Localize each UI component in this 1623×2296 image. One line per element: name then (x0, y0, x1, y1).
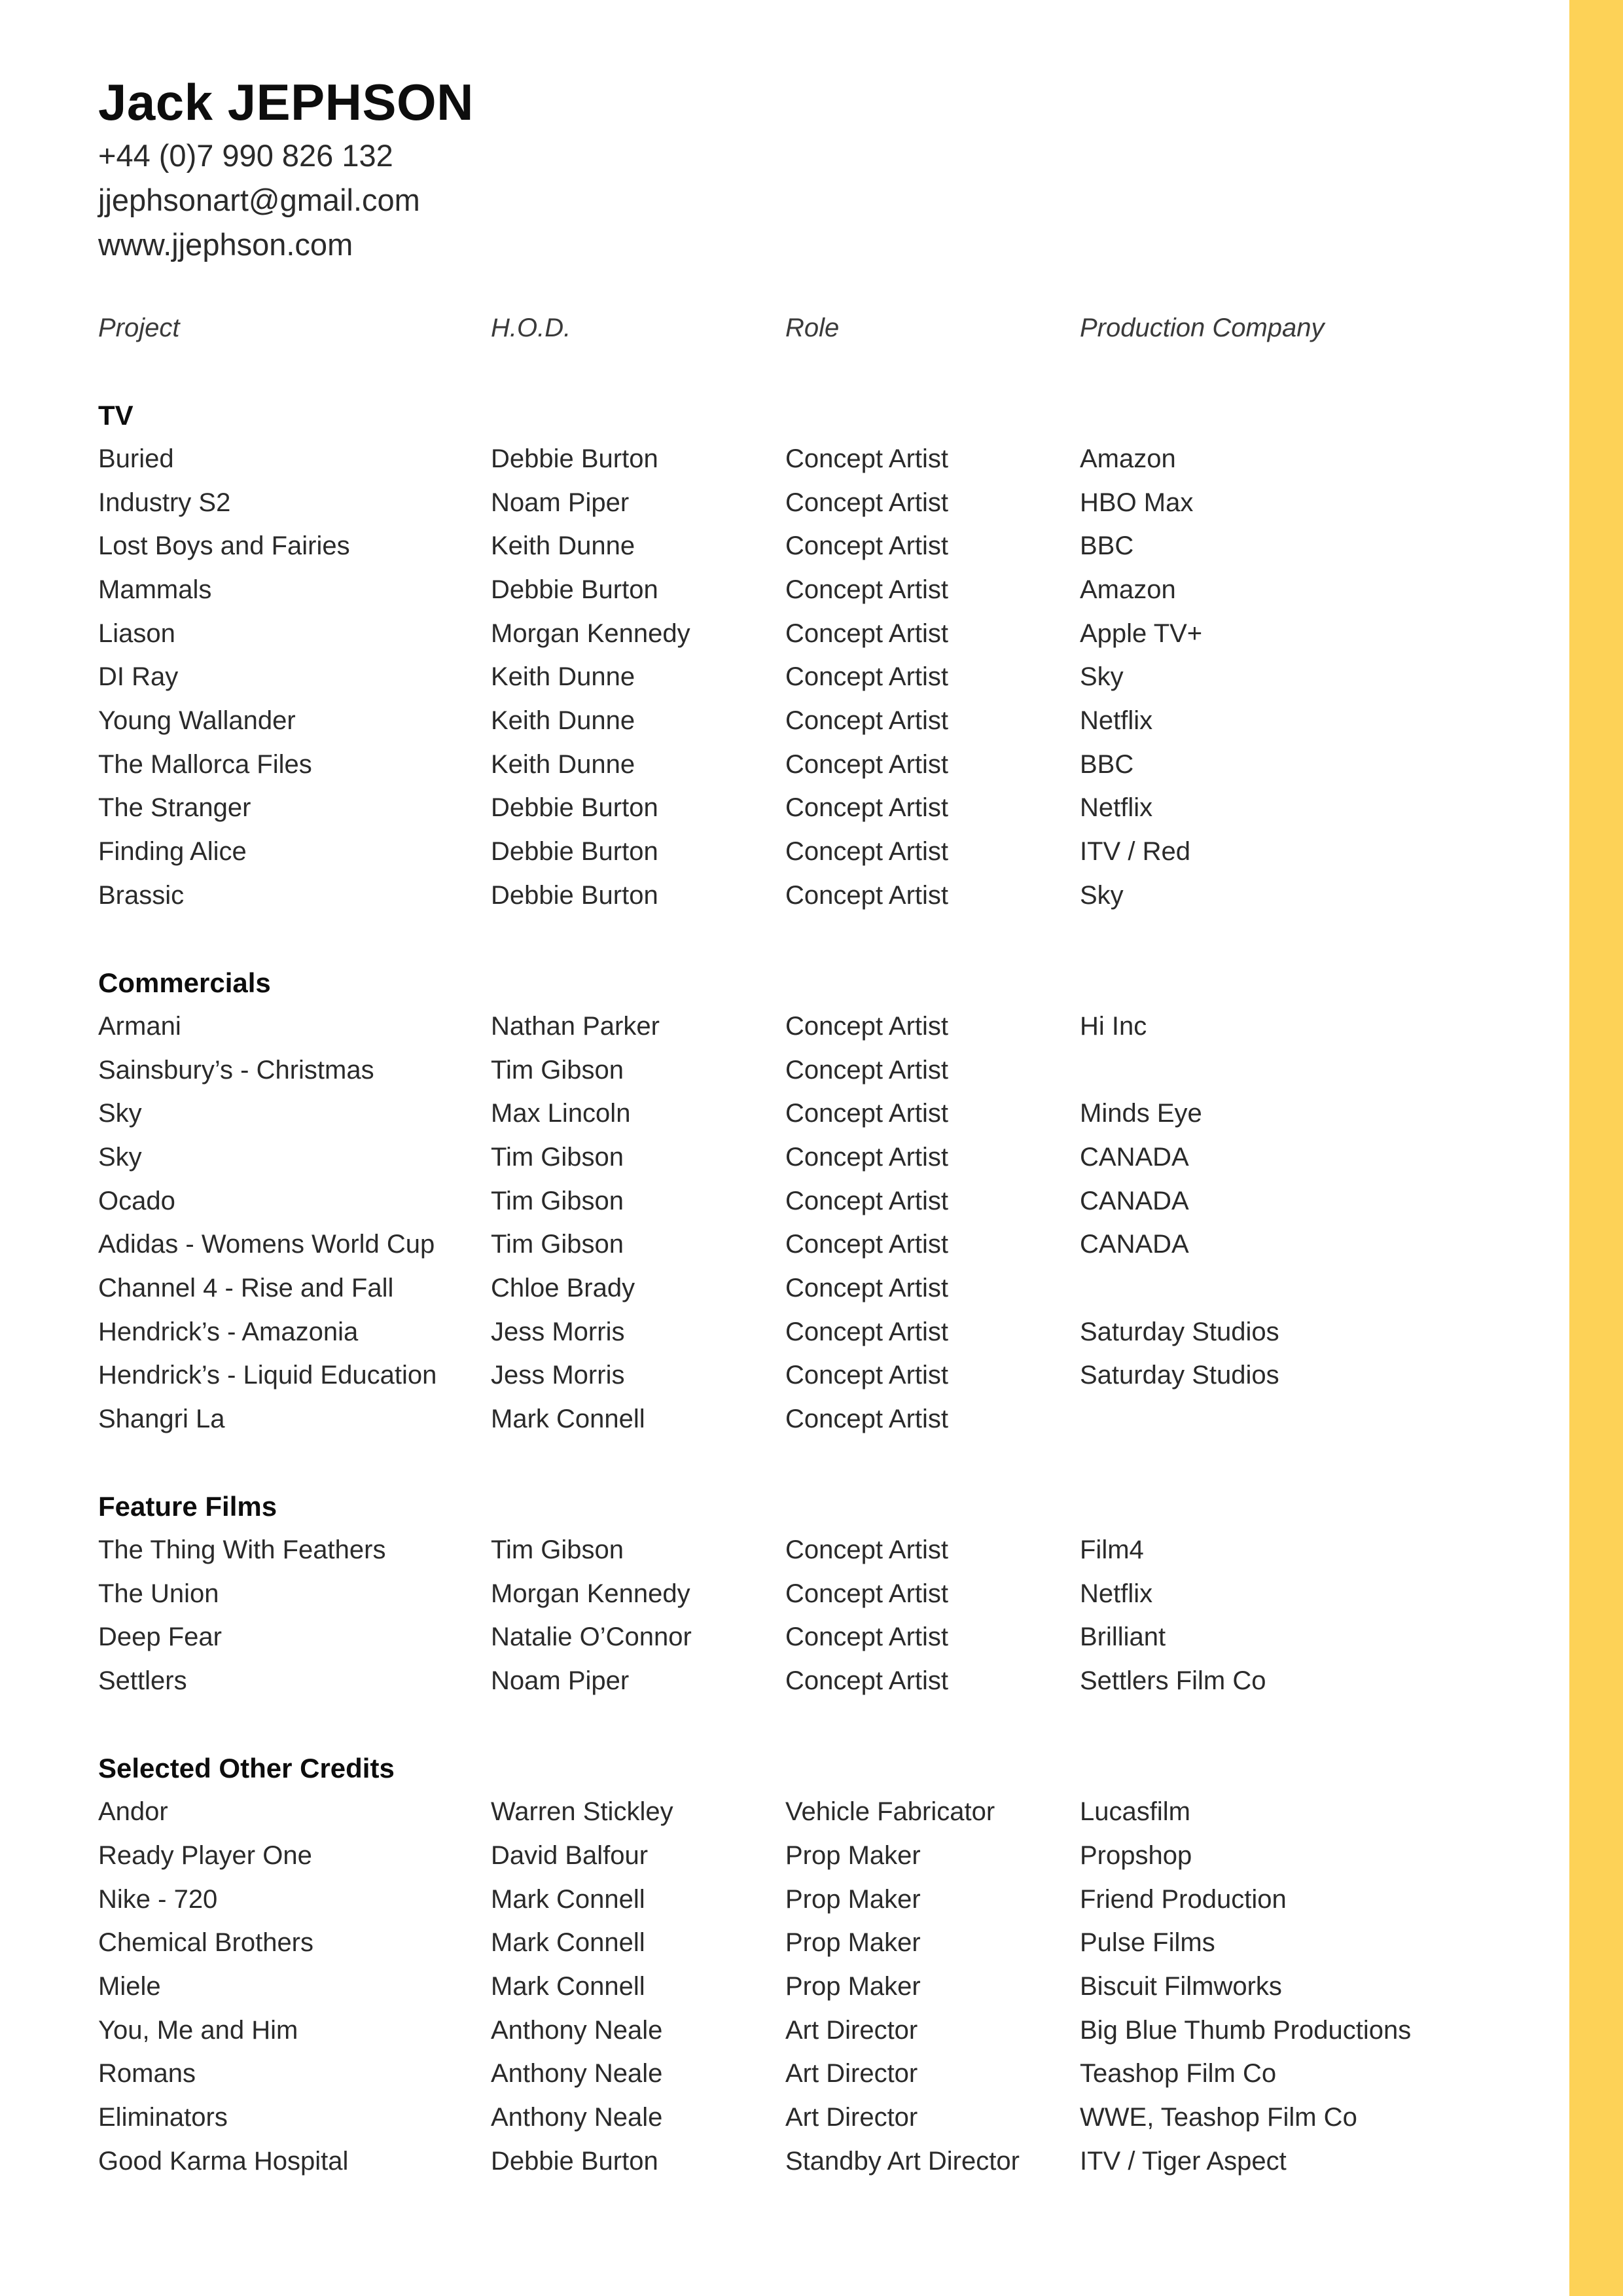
credit-role: Vehicle Fabricator (785, 1797, 995, 1827)
credit-role: Concept Artist (785, 488, 949, 517)
credit-row (98, 743, 1551, 787)
credit-hod: Debbie Burton (491, 2146, 658, 2176)
credit-project: Sky (98, 1099, 142, 1128)
credit-company: Apple TV+ (1080, 619, 1203, 648)
credit-project: Adidas - Womens World Cup (98, 1230, 435, 1259)
credit-project: Romans (98, 2059, 196, 2089)
credit-row (98, 1659, 1551, 1703)
credit-role: Prop Maker (785, 1928, 921, 1958)
credit-role: Concept Artist (785, 1142, 949, 1172)
credit-row (98, 437, 1551, 481)
credit-role: Prop Maker (785, 1840, 921, 1870)
credit-project: DI Ray (98, 662, 179, 692)
credit-project: Sky (98, 1142, 142, 1172)
credit-project: Deep Fear (98, 1623, 222, 1652)
credit-hod: Morgan Kennedy (491, 1579, 690, 1608)
credit-project: Nike - 720 (98, 1884, 218, 1914)
credit-hod: Debbie Burton (491, 793, 658, 823)
credit-row (98, 1834, 1551, 1878)
credit-hod: Tim Gibson (491, 1186, 624, 1215)
credit-role: Concept Artist (785, 1666, 949, 1696)
credit-hod: Warren Stickley (491, 1797, 673, 1827)
accent-bar (1569, 0, 1623, 2296)
credit-hod: Tim Gibson (491, 1230, 624, 1259)
credit-company: Netflix (1080, 793, 1153, 823)
credit-project: The Stranger (98, 793, 251, 823)
credit-company: Brilliant (1080, 1623, 1166, 1652)
credit-hod: Morgan Kennedy (491, 619, 690, 648)
credit-company: Minds Eye (1080, 1099, 1202, 1128)
credit-row (98, 568, 1551, 612)
credit-row (98, 1179, 1551, 1223)
credit-project: The Thing With Feathers (98, 1535, 386, 1565)
column-header-row (98, 306, 1551, 350)
credit-project: Channel 4 - Rise and Fall (98, 1273, 394, 1302)
credit-role: Concept Artist (785, 1099, 949, 1128)
credit-row (98, 2096, 1551, 2140)
credits-table (98, 306, 1551, 2183)
credit-company: Biscuit Filmworks (1080, 1971, 1282, 2001)
credit-role: Concept Artist (785, 1186, 949, 1215)
credit-role: Concept Artist (785, 749, 949, 779)
credit-row (98, 1310, 1551, 1354)
credit-project: Finding Alice (98, 837, 247, 867)
credit-role: Prop Maker (785, 1884, 921, 1914)
credit-hod: Tim Gibson (491, 1055, 624, 1085)
phone-number: +44 (0)7 990 826 132 (98, 138, 393, 173)
credit-project: Buried (98, 444, 174, 473)
credit-row (98, 656, 1551, 700)
credit-company: Saturday Studios (1080, 1361, 1279, 1390)
credit-project: Good Karma Hospital (98, 2146, 349, 2176)
credit-row (98, 1965, 1551, 2009)
credit-hod: Anthony Neale (491, 2015, 663, 2045)
credit-company: CANADA (1080, 1142, 1189, 1172)
credit-role: Art Director (785, 2059, 918, 2089)
credit-role: Concept Artist (785, 1230, 949, 1259)
credit-row (98, 1092, 1551, 1136)
credit-hod: Jess Morris (491, 1361, 625, 1390)
credit-row (98, 1266, 1551, 1310)
credit-hod: Anthony Neale (491, 2059, 663, 2089)
credit-row (98, 1049, 1551, 1092)
column-header-hod: H.O.D. (491, 313, 571, 342)
credit-project: Chemical Brothers (98, 1928, 314, 1958)
credit-company: Propshop (1080, 1840, 1192, 1870)
credit-row (98, 1878, 1551, 1922)
credit-role: Standby Art Director (785, 2146, 1020, 2176)
section-title: Commercials (98, 967, 271, 998)
credit-row (98, 874, 1551, 918)
credit-hod: Keith Dunne (491, 749, 635, 779)
credit-company: ITV / Tiger Aspect (1080, 2146, 1287, 2176)
credit-role: Concept Artist (785, 1011, 949, 1041)
credit-role: Concept Artist (785, 1535, 949, 1565)
credit-hod: Debbie Burton (491, 837, 658, 867)
credit-row (98, 524, 1551, 568)
credit-role: Concept Artist (785, 880, 949, 910)
credit-row (98, 2053, 1551, 2096)
credit-role: Prop Maker (785, 1971, 921, 2001)
credit-hod: Noam Piper (491, 1666, 630, 1696)
credit-company: ITV / Red (1080, 837, 1190, 867)
credit-company: Film4 (1080, 1535, 1144, 1565)
credit-hod: Natalie O’Connor (491, 1623, 692, 1652)
credit-company: Saturday Studios (1080, 1317, 1279, 1346)
credit-row (98, 2009, 1551, 2053)
credit-role: Concept Artist (785, 1055, 949, 1085)
credit-project: Eliminators (98, 2103, 228, 2132)
credit-row (98, 787, 1551, 831)
credit-role: Concept Artist (785, 1361, 949, 1390)
credit-company: Friend Production (1080, 1884, 1287, 1914)
credit-hod: Mark Connell (491, 1928, 645, 1958)
credit-company: CANADA (1080, 1186, 1189, 1215)
credit-hod: Chloe Brady (491, 1273, 635, 1302)
credit-row (98, 1354, 1551, 1398)
credit-role: Concept Artist (785, 662, 949, 692)
credit-project: Miele (98, 1971, 161, 2001)
credit-row (98, 1572, 1551, 1616)
credit-role: Concept Artist (785, 531, 949, 561)
credit-project: Lost Boys and Fairies (98, 531, 350, 561)
credit-project: Liason (98, 619, 175, 648)
credit-hod: Keith Dunne (491, 531, 635, 561)
credit-company: Sky (1080, 880, 1124, 910)
credit-role: Concept Artist (785, 837, 949, 867)
credit-project: You, Me and Him (98, 2015, 298, 2045)
credit-company: Big Blue Thumb Productions (1080, 2015, 1412, 2045)
credit-project: Hendrick’s - Amazonia (98, 1317, 359, 1346)
credit-row (98, 2140, 1551, 2183)
credit-row (98, 481, 1551, 525)
credit-project: Industry S2 (98, 488, 231, 517)
credit-company: Teashop Film Co (1080, 2059, 1277, 2089)
credit-row (98, 1223, 1551, 1266)
credit-role: Concept Artist (785, 1623, 949, 1652)
credit-hod: Mark Connell (491, 1405, 645, 1434)
credit-hod: Anthony Neale (491, 2103, 663, 2132)
credit-hod: Keith Dunne (491, 706, 635, 736)
credit-row (98, 1528, 1551, 1572)
credit-project: The Mallorca Files (98, 749, 312, 779)
credit-row (98, 1136, 1551, 1179)
credit-company: BBC (1080, 531, 1134, 561)
credit-hod: Nathan Parker (491, 1011, 660, 1041)
credit-company: BBC (1080, 749, 1134, 779)
credit-role: Concept Artist (785, 444, 949, 473)
credit-project: Andor (98, 1797, 168, 1827)
credit-row (98, 1397, 1551, 1441)
credit-company: Sky (1080, 662, 1124, 692)
credit-project: Mammals (98, 575, 212, 604)
credit-role: Concept Artist (785, 1405, 949, 1434)
credit-row (98, 1921, 1551, 1965)
credit-hod: Mark Connell (491, 1971, 645, 2001)
column-header-project: Project (98, 313, 180, 342)
credit-company: Netflix (1080, 706, 1153, 736)
credit-company: Hi Inc (1080, 1011, 1147, 1041)
credit-project: The Union (98, 1579, 219, 1608)
credit-hod: Max Lincoln (491, 1099, 631, 1128)
credit-row (98, 1005, 1551, 1049)
credit-hod: Tim Gibson (491, 1142, 624, 1172)
credit-hod: Jess Morris (491, 1317, 625, 1346)
column-header-company: Production Company (1080, 313, 1325, 342)
cv-header (98, 71, 474, 267)
credit-project: Brassic (98, 880, 185, 910)
credit-project: Settlers (98, 1666, 187, 1696)
credit-hod: David Balfour (491, 1840, 649, 1870)
section-title: TV (98, 399, 134, 431)
credit-project: Hendrick’s - Liquid Education (98, 1361, 437, 1390)
credit-hod: Noam Piper (491, 488, 630, 517)
credit-row (98, 830, 1551, 874)
credit-company: Settlers Film Co (1080, 1666, 1266, 1696)
credit-role: Art Director (785, 2103, 918, 2132)
credit-hod: Debbie Burton (491, 444, 658, 473)
credit-role: Concept Artist (785, 706, 949, 736)
credit-project: Ready Player One (98, 1840, 312, 1870)
person-name: Jack JEPHSON (98, 73, 474, 131)
credit-hod: Mark Connell (491, 1884, 645, 1914)
credit-company: Amazon (1080, 575, 1176, 604)
credit-hod: Debbie Burton (491, 575, 658, 604)
email-address: jjephsonart@gmail.com (98, 183, 420, 217)
credit-role: Art Director (785, 2015, 918, 2045)
credit-hod: Debbie Burton (491, 880, 658, 910)
credit-row (98, 699, 1551, 743)
credit-project: Armani (98, 1011, 181, 1041)
credit-project: Ocado (98, 1186, 175, 1215)
credit-company: CANADA (1080, 1230, 1189, 1259)
credit-project: Young Wallander (98, 706, 296, 736)
credit-row (98, 1616, 1551, 1660)
credit-project: Sainsbury’s - Christmas (98, 1055, 374, 1085)
credit-role: Concept Artist (785, 575, 949, 604)
credit-sections (98, 393, 1551, 2183)
credit-company: HBO Max (1080, 488, 1194, 517)
credit-role: Concept Artist (785, 793, 949, 823)
credit-role: Concept Artist (785, 619, 949, 648)
credit-role: Concept Artist (785, 1579, 949, 1608)
credit-hod: Keith Dunne (491, 662, 635, 692)
credit-company: Amazon (1080, 444, 1176, 473)
column-header-role: Role (785, 313, 840, 342)
credit-role: Concept Artist (785, 1273, 949, 1302)
credit-company: WWE, Teashop Film Co (1080, 2103, 1357, 2132)
website-url: www.jjephson.com (98, 227, 353, 262)
credit-role: Concept Artist (785, 1317, 949, 1346)
credit-company: Lucasfilm (1080, 1797, 1190, 1827)
credit-project: Shangri La (98, 1405, 225, 1434)
credit-row (98, 612, 1551, 656)
credit-hod: Tim Gibson (491, 1535, 624, 1565)
credit-company: Pulse Films (1080, 1928, 1215, 1958)
credit-company: Netflix (1080, 1579, 1153, 1608)
credit-row (98, 1790, 1551, 1834)
section-title: Selected Other Credits (98, 1753, 395, 1784)
section-title: Feature Films (98, 1490, 277, 1522)
